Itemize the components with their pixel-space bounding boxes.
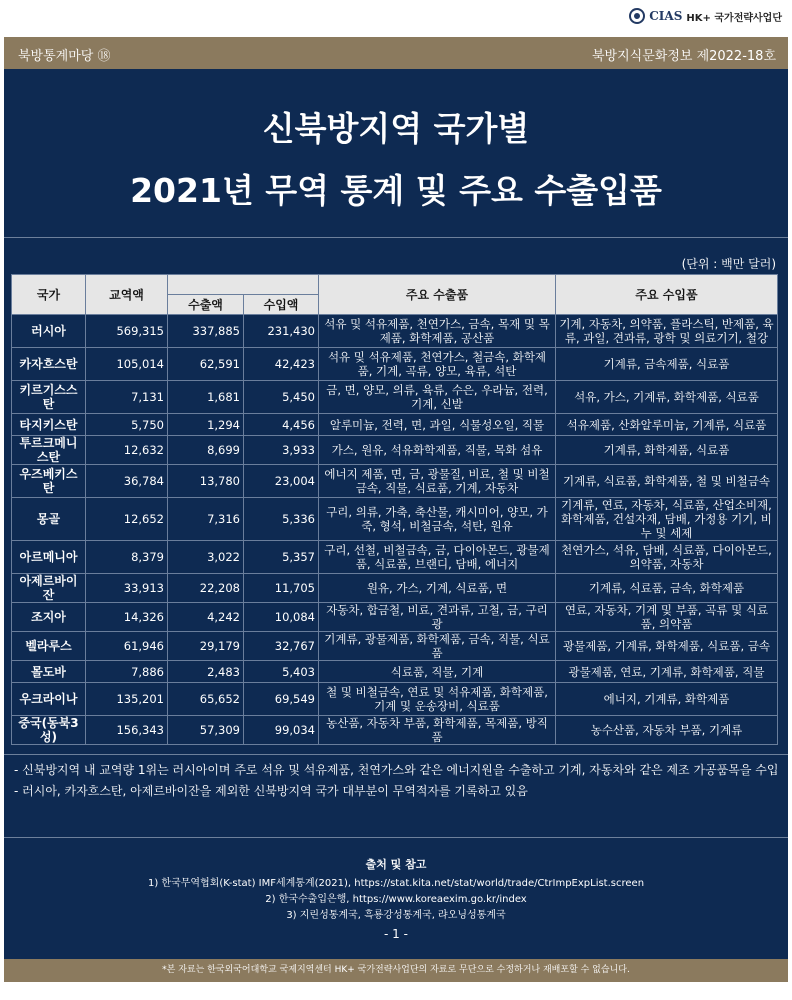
main-exports-cell: 원유, 가스, 기계, 식료품, 면 <box>319 574 556 603</box>
country-cell: 몽골 <box>12 498 86 541</box>
trade-value-cell: 135,201 <box>86 683 168 716</box>
table-row <box>12 541 778 574</box>
main-imports-cell: 석유, 가스, 기계류, 화학제품, 식료품 <box>556 381 778 414</box>
export-value-cell: 65,652 <box>168 683 244 716</box>
main-imports-cell: 석유제품, 산화알루미늄, 기계류, 식료품 <box>556 414 778 436</box>
export-value-cell: 57,309 <box>168 716 244 745</box>
import-value-cell: 23,004 <box>244 465 319 498</box>
country-cell: 투르크메니스탄 <box>12 436 86 465</box>
source-item: 1) 한국무역협회(K-stat) IMF세계통계(2021), https://stat.kita.net/stat/world/trade/CtrImpExpList.screen <box>147 878 645 889</box>
table-row <box>12 381 778 414</box>
main-imports-cell: 농수산품, 자동차 부품, 기계류 <box>556 716 778 745</box>
trade-value-cell: 105,014 <box>86 348 168 381</box>
import-value-cell: 5,450 <box>244 381 319 414</box>
trade-value-cell: 33,913 <box>86 574 168 603</box>
main-exports-cell: 에너지 제품, 면, 금, 광물질, 비료, 철 및 비철금속, 직물, 식료품, 기계, 자동차 <box>319 465 556 498</box>
import-value-cell: 11,705 <box>244 574 319 603</box>
page-number: - 1 - <box>384 927 408 941</box>
export-value-cell: 7,316 <box>168 498 244 541</box>
trade-value-cell: 61,946 <box>86 632 168 661</box>
main-imports-cell: 기계, 자동차, 의약품, 플라스틱, 반제품, 육류, 과일, 견과류, 광학 및 의료기기, 철강 <box>556 315 778 348</box>
import-value-cell: 99,034 <box>244 716 319 745</box>
note-item: - 신북방지역 내 교역량 1위는 러시아이며 주로 석유 및 석유제품, 천연가스와 같은 에너지원을 수출하고 기계, 자동차와 같은 제조 가공품목을 수입 <box>14 763 779 777</box>
main-exports-cell: 철 및 비철금속, 연료 및 석유제품, 화학제품, 기계 및 운송장비, 식료품 <box>319 683 556 716</box>
series-label: 북방통계마당 ⑱ <box>18 49 111 64</box>
divider <box>4 237 788 238</box>
table-row <box>12 574 778 603</box>
export-value-cell: 29,179 <box>168 632 244 661</box>
table-row <box>12 414 778 436</box>
trade-value-cell: 12,652 <box>86 498 168 541</box>
main-exports-cell: 식료품, 직물, 기계 <box>319 661 556 683</box>
main-exports-cell: 기계류, 광물제품, 화학제품, 금속, 직물, 식료품 <box>319 632 556 661</box>
header-country: 국가 <box>12 275 86 315</box>
main-exports-cell: 석유 및 석유제품, 천연가스, 철금속, 화학제품, 기계, 곡류, 양모, 육류, 석탄 <box>319 348 556 381</box>
logo-brand: CIAS <box>649 9 683 23</box>
footer-notice: *본 자료는 한국외국어대학교 국제지역센터 HK+ 국가전략사업단의 자료로 무단으로 수정하거나 재배포할 수 없습니다. <box>4 959 788 982</box>
table-row <box>12 465 778 498</box>
header-blank <box>168 275 319 295</box>
main-exports-cell: 구리, 선철, 비철금속, 금, 다이아몬드, 광물제품, 식료품, 브랜디, 담배, 에너지 <box>319 541 556 574</box>
main-imports-cell: 기계류, 금속제품, 식료품 <box>556 348 778 381</box>
divider <box>4 754 788 755</box>
country-cell: 타지키스탄 <box>12 414 86 436</box>
export-value-cell: 1,681 <box>168 381 244 414</box>
import-value-cell: 3,933 <box>244 436 319 465</box>
import-value-cell: 32,767 <box>244 632 319 661</box>
trade-value-cell: 7,886 <box>86 661 168 683</box>
main-imports-cell: 연료, 자동차, 기계 및 부품, 곡류 및 식료품, 의약품 <box>556 603 778 632</box>
country-cell: 우크라이나 <box>12 683 86 716</box>
country-cell: 우즈베키스탄 <box>12 465 86 498</box>
import-value-cell: 5,336 <box>244 498 319 541</box>
logo <box>629 8 782 24</box>
trade-value-cell: 569,315 <box>86 315 168 348</box>
table-row <box>12 436 778 465</box>
sources-heading: 출처 및 참고 <box>365 858 427 871</box>
main-imports-cell: 기계류, 식료품, 화학제품, 철 및 비철금속 <box>556 465 778 498</box>
country-cell: 중국(동북3성) <box>12 716 86 745</box>
import-value-cell: 231,430 <box>244 315 319 348</box>
trade-table <box>11 274 778 745</box>
main-exports-cell: 알루미늄, 전력, 면, 과일, 식물성오일, 직물 <box>319 414 556 436</box>
main-imports-cell: 에너지, 기계류, 화학제품 <box>556 683 778 716</box>
header-trade: 교역액 <box>86 275 168 315</box>
main-imports-cell: 기계류, 화학제품, 식료품 <box>556 436 778 465</box>
main-exports-cell: 구리, 의류, 가축, 축산물, 캐시미어, 양모, 가죽, 형석, 비철금속, 석탄, 원유 <box>319 498 556 541</box>
main-exports-cell: 금, 면, 양모, 의류, 육류, 수은, 우라늄, 전력, 기계, 신발 <box>319 381 556 414</box>
country-cell: 벨라루스 <box>12 632 86 661</box>
export-value-cell: 3,022 <box>168 541 244 574</box>
note-item: - 러시아, 카자흐스탄, 아제르바이잔을 제외한 신북방지역 국가 대부분이 무역적자를 기록하고 있음 <box>14 784 528 798</box>
table-row <box>12 498 778 541</box>
import-value-cell: 5,403 <box>244 661 319 683</box>
header-import: 수입액 <box>244 295 319 315</box>
export-value-cell: 8,699 <box>168 436 244 465</box>
trade-value-cell: 5,750 <box>86 414 168 436</box>
country-cell: 러시아 <box>12 315 86 348</box>
main-imports-cell: 천연가스, 석유, 담배, 식료품, 다이아몬드, 의약품, 자동차 <box>556 541 778 574</box>
country-cell: 아제르바이잔 <box>12 574 86 603</box>
unit-label: (단위 : 백만 달러) <box>681 257 776 271</box>
divider <box>4 837 788 838</box>
main-imports-cell: 광물제품, 연료, 기계류, 화학제품, 직물 <box>556 661 778 683</box>
trade-value-cell: 36,784 <box>86 465 168 498</box>
header-main-imports: 주요 수입품 <box>556 275 778 315</box>
trade-value-cell: 156,343 <box>86 716 168 745</box>
export-value-cell: 4,242 <box>168 603 244 632</box>
sources <box>4 857 788 924</box>
country-cell: 조지아 <box>12 603 86 632</box>
trade-value-cell: 14,326 <box>86 603 168 632</box>
trade-value-cell: 7,131 <box>86 381 168 414</box>
header-bar <box>4 37 788 69</box>
export-value-cell: 1,294 <box>168 414 244 436</box>
trade-value-cell: 8,379 <box>86 541 168 574</box>
main-exports-cell: 농산품, 자동차 부품, 화학제품, 목제품, 방직품 <box>319 716 556 745</box>
import-value-cell: 4,456 <box>244 414 319 436</box>
main-imports-cell: 기계류, 식료품, 금속, 화학제품 <box>556 574 778 603</box>
logo-org: HK+ 국가전략사업단 <box>686 12 782 24</box>
table-row <box>12 661 778 683</box>
export-value-cell: 13,780 <box>168 465 244 498</box>
country-cell: 카자흐스탄 <box>12 348 86 381</box>
export-value-cell: 22,208 <box>168 574 244 603</box>
table-row <box>12 348 778 381</box>
main-exports-cell: 자동차, 합금철, 비료, 견과류, 고철, 금, 구리광 <box>319 603 556 632</box>
main-panel <box>4 69 788 959</box>
table-row <box>12 683 778 716</box>
country-cell: 몰도바 <box>12 661 86 683</box>
export-value-cell: 337,885 <box>168 315 244 348</box>
import-value-cell: 10,084 <box>244 603 319 632</box>
country-cell: 키르기스스탄 <box>12 381 86 414</box>
country-cell: 아르메니아 <box>12 541 86 574</box>
export-value-cell: 62,591 <box>168 348 244 381</box>
header-main-exports: 주요 수출품 <box>319 275 556 315</box>
export-value-cell: 2,483 <box>168 661 244 683</box>
notes <box>14 761 784 803</box>
main-imports-cell: 광물제품, 기계류, 화학제품, 식료품, 금속 <box>556 632 778 661</box>
import-value-cell: 69,549 <box>244 683 319 716</box>
trade-value-cell: 12,632 <box>86 436 168 465</box>
title-line-2: 2021년 무역 통계 및 주요 수출입품 <box>130 171 662 210</box>
main-imports-cell: 기계류, 연료, 자동차, 식료품, 산업소비재, 화학제품, 건설자재, 담배, 가정용 기기, 비누 및 세제 <box>556 498 778 541</box>
source-item: 3) 지린성통계국, 흑룡강성통계국, 랴오닝성통계국 <box>286 910 506 921</box>
header-export: 수출액 <box>168 295 244 315</box>
table-row <box>12 603 778 632</box>
main-exports-cell: 석유 및 석유제품, 천연가스, 금속, 목재 및 목제품, 화학제품, 공산품 <box>319 315 556 348</box>
table-row <box>12 716 778 745</box>
document-number: 북방지식문화정보 제2022-18호 <box>591 49 776 64</box>
main-exports-cell: 가스, 원유, 석유화학제품, 직물, 목화 섬유 <box>319 436 556 465</box>
title-line-1: 신북방지역 국가별 <box>262 109 530 148</box>
import-value-cell: 5,357 <box>244 541 319 574</box>
table-row <box>12 315 778 348</box>
cias-logo-icon <box>629 8 645 24</box>
source-item: 2) 한국수출입은행, https://www.koreaexim.go.kr/index <box>265 894 527 905</box>
import-value-cell: 42,423 <box>244 348 319 381</box>
table-row <box>12 632 778 661</box>
